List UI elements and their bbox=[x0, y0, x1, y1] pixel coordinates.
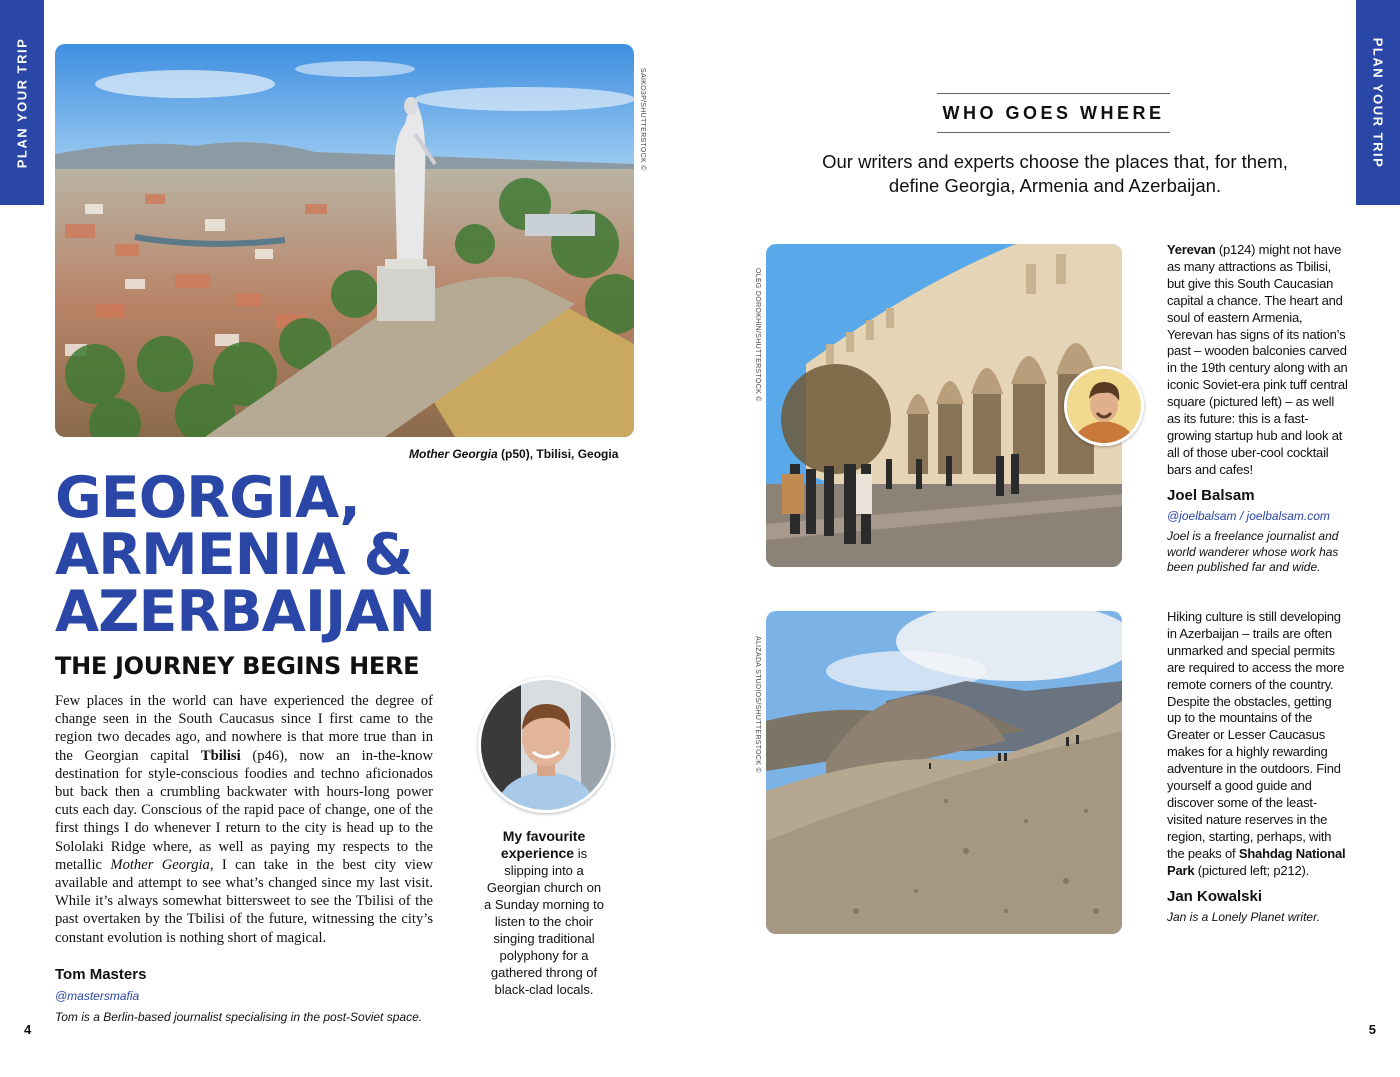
who-goes-where-heading: WHO GOES WHERE bbox=[937, 93, 1170, 133]
jan-bio: Jan is a Lonely Planet writer. bbox=[1167, 910, 1320, 924]
photo-credit-2: OLEG DOROKHIN/SHUTTERSTOCK © bbox=[754, 268, 761, 402]
author-bio: Tom is a Berlin-based journalist specialising in the post-Soviet space. bbox=[55, 1010, 423, 1024]
joel-avatar bbox=[1064, 366, 1144, 446]
mother-georgia-photo bbox=[55, 44, 634, 437]
plan-your-trip-tab-left: PLAN YOUR TRIP bbox=[0, 0, 44, 205]
who-goes-where-subheading: Our writers and experts choose the places that, for them, define Georgia, Armenia and Azerbaijan. bbox=[822, 151, 1288, 196]
yerevan-text: Yerevan (p124) might not have as many attractions as Tbilisi, but give this South Caucasian capital a chance. The heart and soul of eastern Armenia, Yerevan has signs of its nation’s past – wooden balconies carved in the 19th century along with an iconic Soviet-era pink tuff central square (pictured left) – as well as its future: this is a fast-growing startup hub and look at all of those uber-cool cocktail bars and cafes! bbox=[1167, 242, 1348, 477]
author-avatar bbox=[478, 677, 614, 813]
joel-bio: Joel is a freelance journalist and world wanderer whose work has been published far and wide. bbox=[1167, 529, 1339, 574]
subtitle: THE JOURNEY BEGINS HERE bbox=[55, 652, 420, 680]
main-title: GEORGIA, ARMENIA & AZERBAIJAN bbox=[55, 465, 436, 645]
photo-credit-1: SAIKO3P/SHUTTERSTOCK © bbox=[639, 68, 646, 171]
jan-author-name: Jan Kowalski bbox=[1167, 888, 1263, 905]
author-name: Tom Masters bbox=[55, 966, 147, 983]
joel-handle[interactable]: @joelbalsam / joelbalsam.com bbox=[1167, 509, 1330, 523]
photo-credit-3: ALIZADA STUDIOS/SHUTTERSTOCK © bbox=[754, 636, 761, 773]
page-number-left: 4 bbox=[24, 1022, 32, 1037]
favourite-experience: My favourite experience is slipping into a Georgian church on a Sunday morning to listen to the choir singing traditional polyphony for a gathered throng of black-clad locals. bbox=[484, 828, 604, 997]
intro-paragraph: Few places in the world can have experienced the degree of change seen in the South Caucasus since I first came to the region two decades ago, and nowhere is that more true than in the Georgian capital Tbilisi (p46), now an in-the-know destination for style-conscious foodies and techno aficionados but back then a crumbling backwater with hours-long power cuts each day. Conscious of the rapid pace of change, one of the first things I do whenever I return to the city is head up to the Sololaki Ridge where, as well as paying my respects to the metallic Mother Georgia, I can take in the best city view available and attempt to see what’s changed since my last visit. While it’s always somewhat bittersweet to see the Tbilisi of the past overtaken by the Tbilisi of the future, witnessing the city’s constant evolution is nothing short of magical. bbox=[55, 693, 434, 946]
photo-caption: Mother Georgia (p50), Tbilisi, Geogia bbox=[409, 447, 619, 461]
page-number-right: 5 bbox=[1368, 1022, 1376, 1037]
plan-your-trip-tab-right: PLAN YOUR TRIP bbox=[1356, 0, 1400, 205]
joel-author-name: Joel Balsam bbox=[1167, 487, 1255, 504]
author-handle[interactable]: @mastersmafia bbox=[55, 989, 140, 1003]
azerbaijan-text: Hiking culture is still developing in Azerbaijan – trails are often unmarked and special permits are required to access the more remote corners of the country. Despite the obstacles, getting up to the mountains of the Greater or Lesser Caucasus makes for a highly rewarding adventure in the outdoors. Find yourself a good guide and discover some of the least-visited nature reserves in the region, starting, perhaps, with the peaks of Shahdag National Park (pictured left; p212). bbox=[1167, 609, 1346, 878]
azerbaijan-mountains-photo bbox=[766, 611, 1122, 934]
